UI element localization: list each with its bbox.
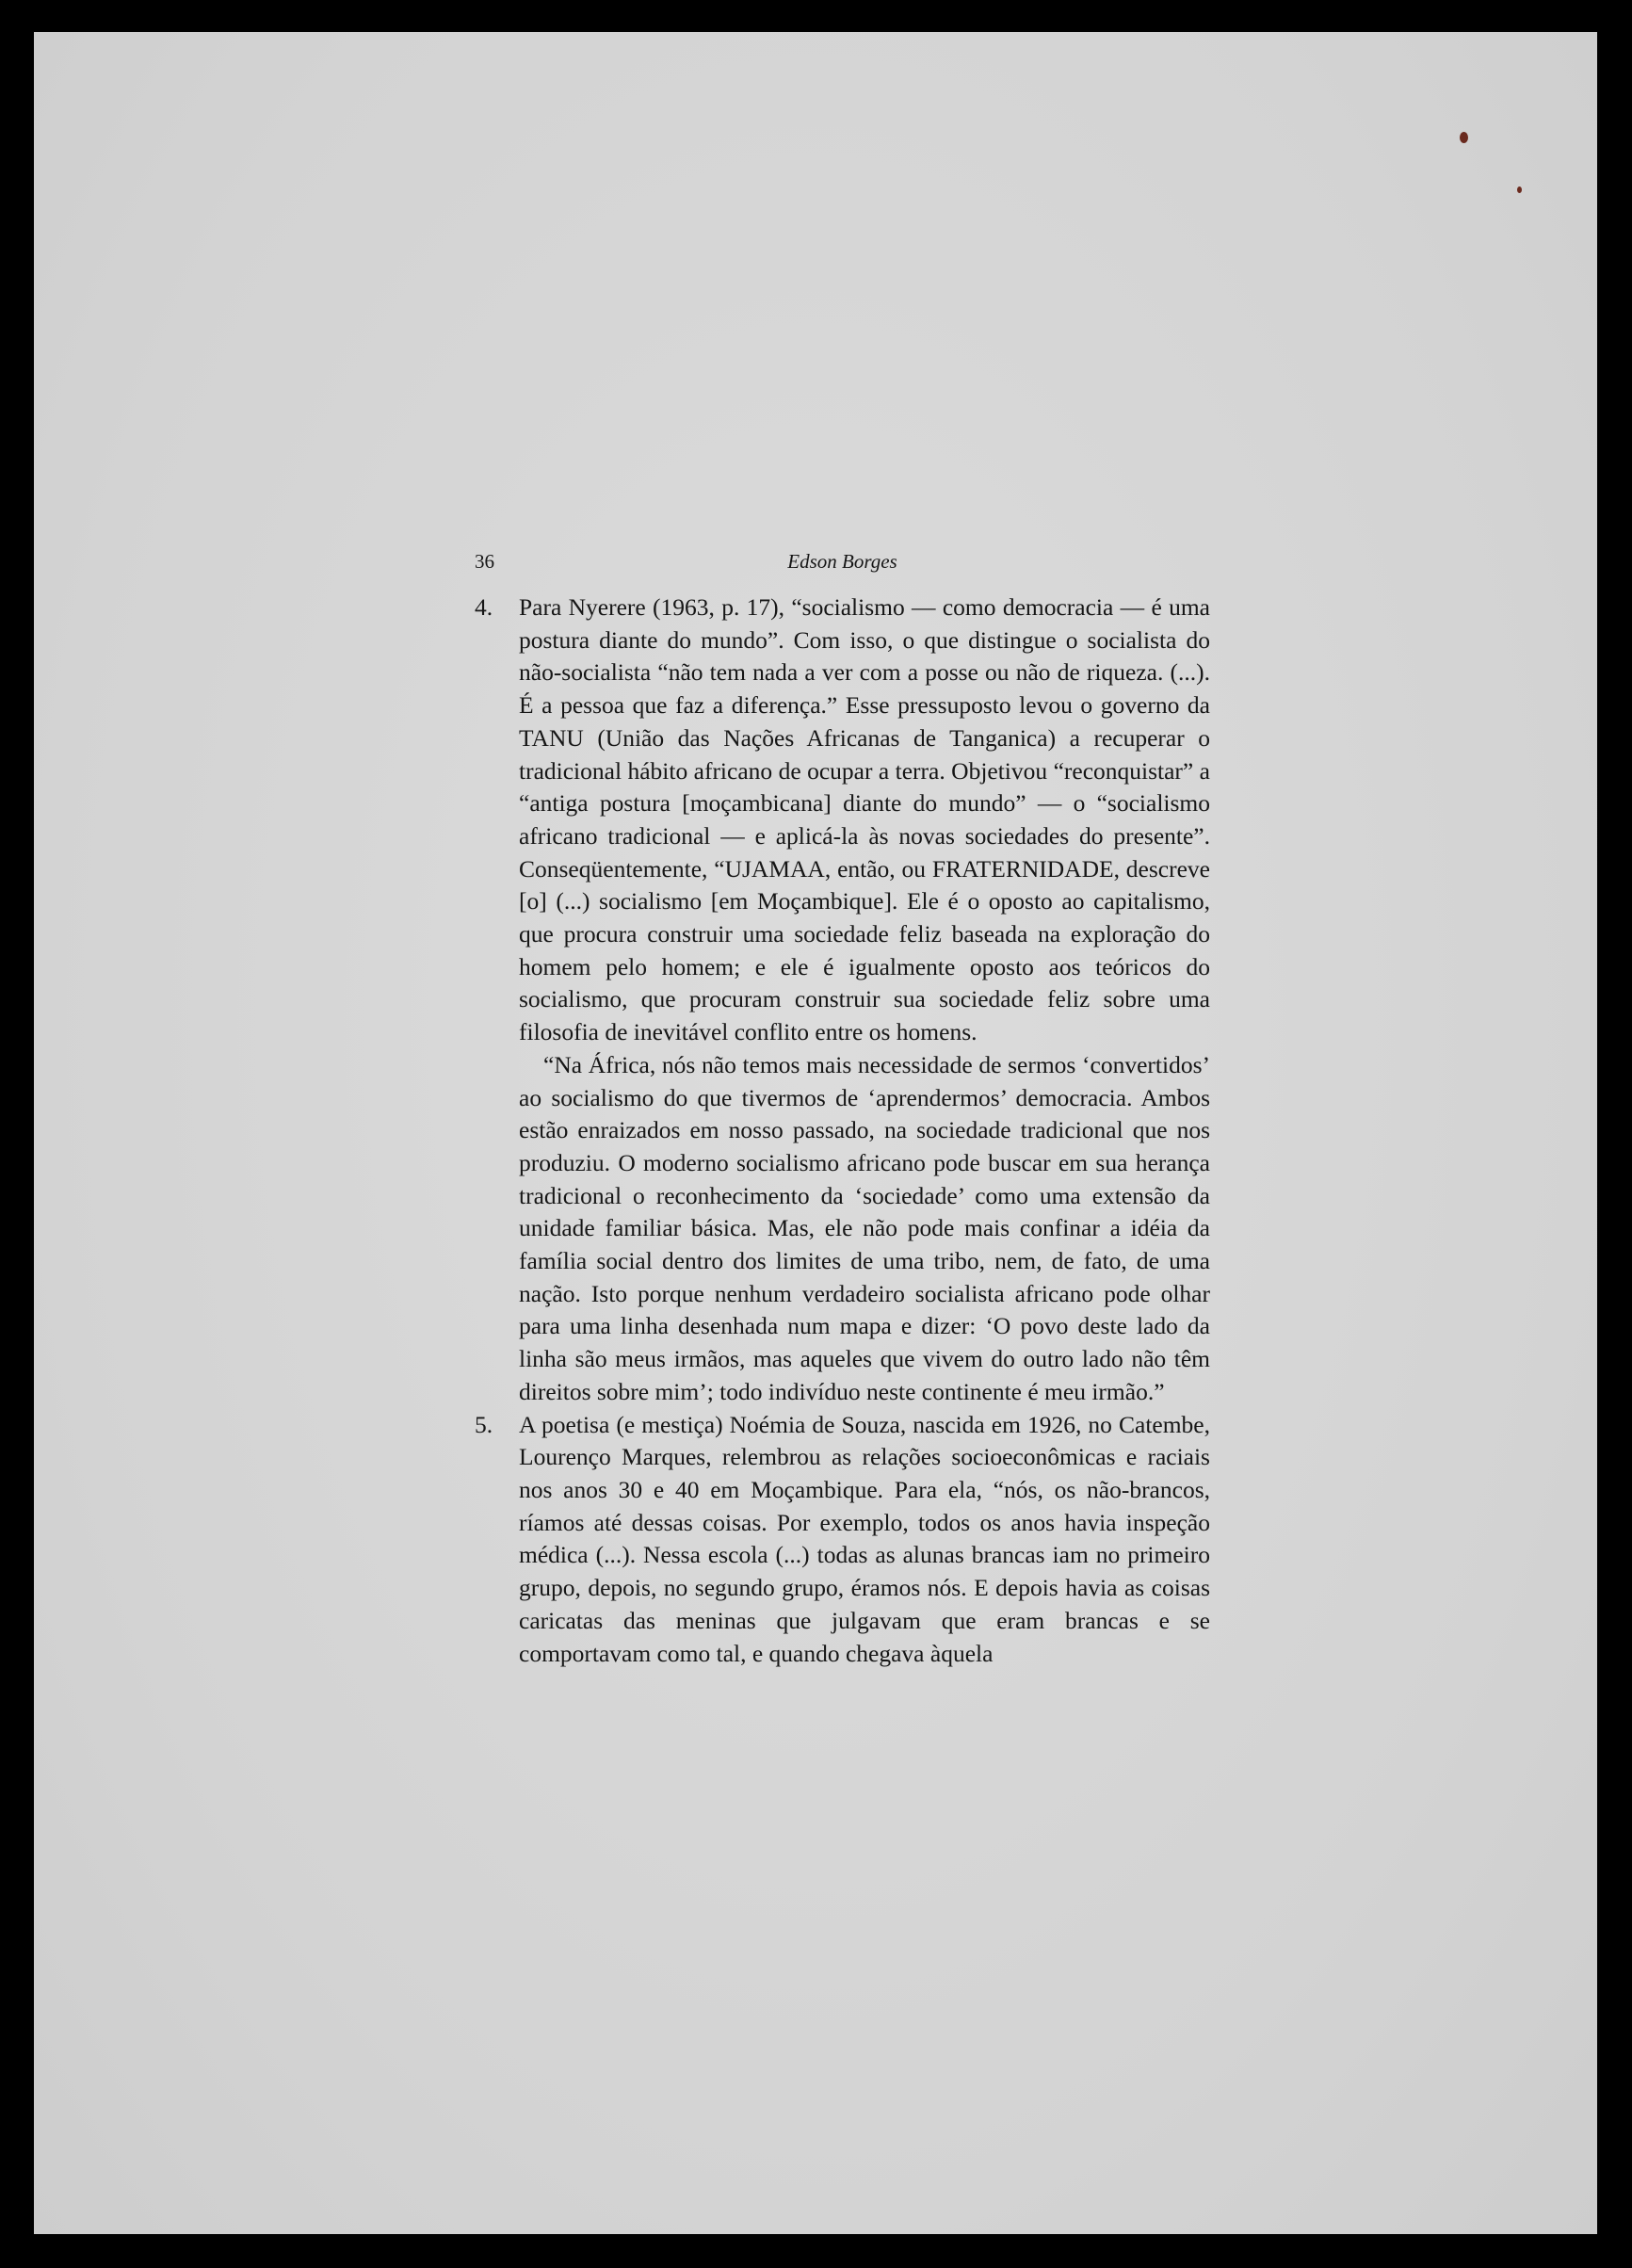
running-title: Edson Borges (787, 550, 897, 573)
running-head (475, 544, 1210, 578)
note-paragraph: “Na África, nós não temos mais necessidade de sermos ‘convertidos’ ao socialismo do que tivermos de ‘aprendermos’ democracia. Ambos estão enraizados em nosso passado, na sociedade tradicional que nos produziu. O moderno socialismo africano pode buscar em sua herança tradicional o reconhecimento da ‘sociedade’ como uma extensão da unidade familiar básica. Mas, ele não pode mais confinar a idéia da família social dentro dos limites de uma tribo, nem, de fato, de uma nação. Isto porque nenhum verdadeiro socialista africano pode olhar para uma linha desenhada num mapa e dizer: ‘O povo deste lado da linha são meus irmãos, mas aqueles que vivem do outro lado não têm direitos sobre mim’; todo indivíduo neste continente é meu irmão.” (519, 1050, 1210, 1405)
page-body (475, 544, 1210, 1670)
note-paragraph: Para Nyerere (1963, p. 17), “socialismo — como democracia — é uma postura diante do mundo”. Com isso, o que distingue o socialista do não-socialista “não tem nada a ver com a posse ou não de riqueza. (...). É a pessoa que faz a diferença.” Esse pressuposto levou o governo da TANU (União das Nações Africanas de Tanganica) a recuperar o tradicional hábito africano de ocupar a terra. Objetivou “reconquistar” a “antiga postura [moçambicana] diante do mundo” — o “socialismo africano tradicional — e aplicá-la às novas sociedades do presente”. Conseqüentemente, “UJAMAA, então, ou FRATERNIDADE, descreve [o] (...) socialismo [em Moçambique]. Ele é o oposto ao capitalismo, que procura construir uma sociedade feliz baseada na exploração do homem pelo homem; e ele é igualmente oposto aos teóricos do socialismo, que procuram construir sua sociedade feliz sobre uma filosofia de inevitável conflito entre os homens. (519, 593, 1210, 1046)
footnote-5 (475, 1409, 1210, 1671)
note-number: 5. (475, 1410, 493, 1438)
scanned-page (34, 32, 1597, 2234)
footnote-4 (475, 591, 1210, 1409)
paper-speck (1460, 132, 1468, 143)
page-number: 36 (475, 550, 494, 573)
note-number: 4. (475, 593, 493, 621)
note-paragraph: A poetisa (e mestiça) Noémia de Souza, nascida em 1926, no Catembe, Lourenço Marques, relembrou as relações socioeconômicas e raciais nos anos 30 e 40 em Moçambique. Para ela, “nós, os não-brancos, ríamos até dessas coisas. Por exemplo, todos os anos havia inspeção médica (...). Nessa escola (...) todas as alunas brancas iam no primeiro grupo, depois, no segundo grupo, éramos nós. E depois havia as coisas caricatas das meninas que julgavam que eram brancas e se comportavam como tal, e quando chegava àquela (519, 1410, 1210, 1667)
paper-speck (1517, 186, 1522, 193)
